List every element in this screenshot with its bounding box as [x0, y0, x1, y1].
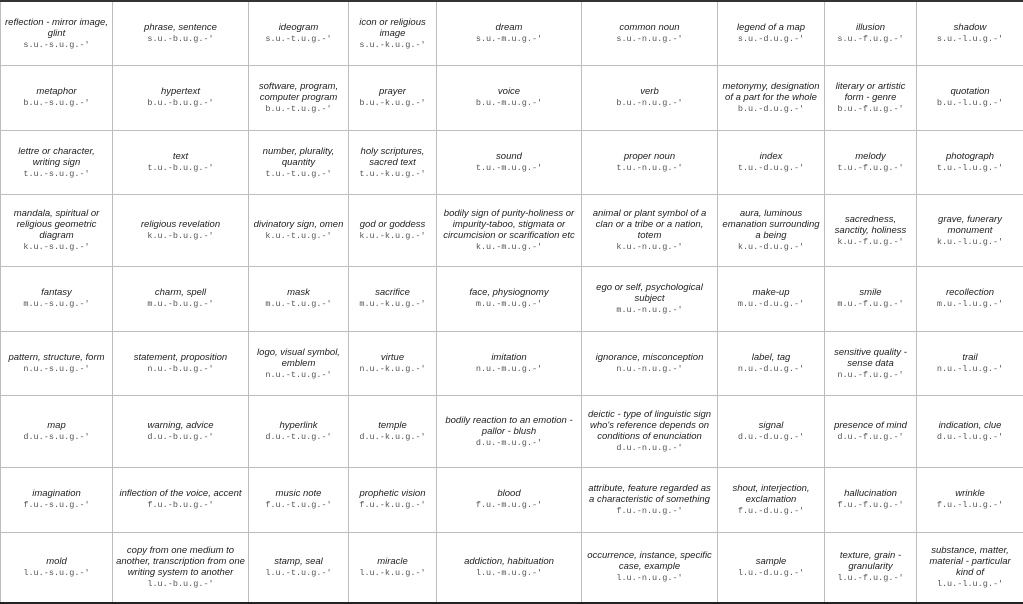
cell-term: quotation	[950, 86, 990, 98]
cell-code: b.u.-f.u.g.-'	[837, 103, 904, 114]
table-cell	[1, 468, 113, 533]
cell-code: f.u.-b.u.g.-'	[147, 500, 214, 511]
cell-term: make-up	[752, 287, 790, 299]
cell-code: b.u.-t.u.g.-'	[265, 103, 332, 114]
cell-term: mask	[287, 287, 310, 299]
cell-term: legend of a map	[736, 22, 806, 34]
table-cell	[825, 468, 917, 533]
cell-term: prophetic vision	[359, 488, 426, 500]
table-cell	[437, 130, 582, 195]
table-cell	[917, 331, 1023, 396]
table-cell	[917, 130, 1023, 195]
table-cell	[718, 532, 825, 603]
sign-table-body	[1, 1, 1023, 603]
table-cell	[1, 532, 113, 603]
table-cell	[437, 396, 582, 468]
table-cell	[825, 331, 917, 396]
table-row	[1, 267, 1023, 332]
cell-code: b.u.-l.u.g.-'	[936, 98, 1004, 109]
cell-code: k.u.-k.u.g.-'	[359, 231, 426, 242]
cell-code: t.u.-k.u.g.-'	[359, 168, 426, 179]
table-cell	[718, 66, 825, 131]
cell-term: pattern, structure, form	[8, 352, 105, 364]
cell-code: f.u.-t.u.g.-'	[265, 500, 332, 511]
cell-term: miracle	[377, 555, 408, 567]
cell-code: n.u.-s.u.g.-'	[23, 364, 90, 375]
cell-code: f.u.-m.u.g.-'	[475, 500, 543, 511]
cell-term: illusion	[855, 22, 886, 34]
table-cell	[249, 331, 349, 396]
cell-code: k.u.-s.u.g.-'	[23, 242, 90, 253]
cell-term: common noun	[619, 22, 680, 34]
table-cell	[1, 396, 113, 468]
cell-term: smile	[859, 287, 882, 299]
table-cell	[113, 396, 249, 468]
cell-term: stamp, seal	[274, 555, 323, 567]
cell-code: s.u.-n.u.g.-'	[616, 34, 683, 45]
table-cell	[249, 468, 349, 533]
cell-term: metaphor	[36, 86, 77, 98]
cell-term: signal	[758, 420, 784, 432]
cell-term: warning, advice	[147, 420, 214, 432]
cell-code: m.u.-s.u.g.-'	[23, 299, 90, 310]
cell-term: number, plurality, quantity	[262, 145, 335, 168]
cell-term: copy from one medium to another, transcription from one writing system to another	[116, 544, 245, 578]
cell-term: verb	[640, 86, 659, 98]
cell-code: d.u.-m.u.g.-'	[475, 437, 543, 448]
cell-code: b.u.-k.u.g.-'	[359, 98, 426, 109]
cell-code: b.u.-m.u.g.-'	[475, 98, 543, 109]
table-row	[1, 130, 1023, 195]
cell-term: label, tag	[751, 352, 791, 364]
table-cell	[825, 130, 917, 195]
cell-code: t.u.-t.u.g.-'	[265, 168, 332, 179]
table-cell	[582, 195, 718, 267]
table-cell	[718, 267, 825, 332]
cell-code: l.u.-m.u.g.-'	[475, 567, 543, 578]
table-cell	[917, 267, 1023, 332]
cell-code: k.u.-l.u.g.-'	[936, 236, 1004, 247]
cell-term: mold	[46, 555, 67, 567]
table-cell	[582, 468, 718, 533]
table-cell	[349, 396, 437, 468]
cell-term: occurrence, instance, specific case, example	[587, 550, 712, 573]
table-cell	[249, 130, 349, 195]
cell-code: k.u.-t.u.g.-'	[265, 231, 332, 242]
cell-code: f.u.-l.u.g.-'	[936, 500, 1004, 511]
table-cell	[349, 267, 437, 332]
cell-term: texture, grain - granularity	[839, 550, 902, 573]
cell-term: imagination	[32, 488, 81, 500]
cell-code: s.u.-f.u.g.-'	[837, 34, 904, 45]
table-cell	[825, 1, 917, 66]
table-row	[1, 331, 1023, 396]
table-cell	[718, 1, 825, 66]
cell-term: statement, proposition	[133, 352, 228, 364]
cell-term: fantasy	[41, 287, 72, 299]
cell-code: l.u.-k.u.g.-'	[359, 567, 426, 578]
cell-term: deictic - type of linguistic sign who's reference depends on conditions of enunciation	[587, 409, 712, 443]
cell-code: n.u.-f.u.g.-'	[837, 369, 904, 380]
cell-term: substance, matter, material - particular kind of	[929, 544, 1011, 578]
cell-term: shadow	[953, 22, 987, 34]
table-cell	[917, 195, 1023, 267]
cell-term: literary or artistic form - genre	[835, 80, 906, 103]
table-cell	[582, 1, 718, 66]
table-cell	[825, 396, 917, 468]
cell-code: f.u.-f.u.g.-'	[837, 500, 904, 511]
cell-code: l.u.-b.u.g.-'	[147, 578, 214, 589]
cell-code: m.u.-l.u.g.-'	[936, 299, 1004, 310]
cell-term: attribute, feature regarded as a characteristic of something	[588, 482, 711, 505]
cell-term: addiction, habituation	[464, 555, 554, 567]
table-cell	[349, 468, 437, 533]
cell-code: s.u.-l.u.g.-'	[936, 34, 1004, 45]
table-cell	[582, 267, 718, 332]
cell-term: virtue	[380, 352, 405, 364]
cell-code: d.u.-s.u.g.-'	[23, 432, 90, 443]
cell-term: blood	[497, 488, 521, 500]
cell-term: index	[759, 151, 783, 163]
cell-code: k.u.-m.u.g.-'	[475, 242, 543, 253]
cell-code: n.u.-n.u.g.-'	[616, 364, 683, 375]
cell-code: l.u.-t.u.g.-'	[265, 567, 332, 578]
table-cell	[582, 66, 718, 131]
table-cell	[718, 396, 825, 468]
cell-code: d.u.-l.u.g.-'	[936, 432, 1004, 443]
cell-term: music note	[275, 488, 322, 500]
cell-term: mandala, spiritual or religious geometric diagram	[13, 208, 100, 242]
cell-code: f.u.-d.u.g.-'	[737, 505, 805, 516]
table-cell	[582, 130, 718, 195]
cell-term: hyperlink	[279, 420, 318, 432]
table-cell	[1, 331, 113, 396]
cell-term: inflection of the voice, accent	[119, 488, 242, 500]
cell-term: ignorance, misconception	[595, 352, 704, 364]
cell-code: n.u.-k.u.g.-'	[359, 364, 426, 375]
cell-term: ideogram	[278, 22, 319, 34]
cell-term: religious revelation	[140, 219, 221, 231]
table-cell	[249, 66, 349, 131]
table-cell	[113, 130, 249, 195]
table-cell	[249, 267, 349, 332]
table-cell	[437, 532, 582, 603]
table-cell	[718, 468, 825, 533]
cell-term: trail	[962, 352, 978, 364]
table-cell	[718, 195, 825, 267]
cell-term: ego or self, psychological subject	[596, 281, 703, 304]
cell-code: m.u.-f.u.g.-'	[837, 299, 904, 310]
cell-code: t.u.-l.u.g.-'	[936, 163, 1004, 174]
cell-code: t.u.-b.u.g.-'	[147, 163, 214, 174]
table-cell	[249, 396, 349, 468]
cell-term: presence of mind	[834, 420, 907, 432]
cell-code: b.u.-b.u.g.-'	[147, 98, 214, 109]
table-cell	[1, 1, 113, 66]
table-row	[1, 396, 1023, 468]
cell-code: f.u.-k.u.g.-'	[359, 500, 426, 511]
cell-term: map	[47, 420, 66, 432]
cell-code: d.u.-n.u.g.-'	[616, 443, 683, 454]
table-cell	[249, 1, 349, 66]
cell-code: k.u.-f.u.g.-'	[837, 236, 904, 247]
cell-term: face, physiognomy	[469, 287, 549, 299]
cell-code: s.u.-t.u.g.-'	[265, 34, 332, 45]
cell-code: m.u.-d.u.g.-'	[737, 299, 805, 310]
cell-code: k.u.-d.u.g.-'	[737, 242, 805, 253]
table-cell	[437, 267, 582, 332]
table-cell	[349, 532, 437, 603]
table-cell	[349, 130, 437, 195]
cell-code: l.u.-n.u.g.-'	[616, 573, 683, 584]
table-cell	[437, 468, 582, 533]
cell-code: d.u.-d.u.g.-'	[737, 432, 805, 443]
cell-code: t.u.-f.u.g.-'	[837, 163, 904, 174]
table-cell	[349, 1, 437, 66]
table-cell	[825, 532, 917, 603]
table-cell	[917, 396, 1023, 468]
cell-code: l.u.-f.u.g.-'	[837, 573, 904, 584]
cell-code: b.u.-n.u.g.-'	[616, 98, 683, 109]
cell-code: s.u.-s.u.g.-'	[23, 39, 90, 50]
cell-code: m.u.-b.u.g.-'	[147, 299, 214, 310]
cell-term: bodily sign of purity-holiness or impurity-taboo, stigmata or circumcision or scarification etc	[443, 208, 575, 242]
table-cell	[113, 1, 249, 66]
cell-code: t.u.-d.u.g.-'	[737, 163, 805, 174]
cell-term: hallucination	[844, 488, 897, 500]
cell-term: prayer	[379, 86, 406, 98]
cell-term: melody	[855, 151, 886, 163]
table-cell	[1, 195, 113, 267]
cell-code: k.u.-n.u.g.-'	[616, 242, 683, 253]
table-cell	[437, 195, 582, 267]
cell-code: m.u.-t.u.g.-'	[265, 299, 332, 310]
table-cell	[437, 66, 582, 131]
cell-term: sound	[496, 151, 522, 163]
cell-code: d.u.-t.u.g.-'	[265, 432, 332, 443]
cell-term: imitation	[491, 352, 527, 364]
cell-term: indication, clue	[938, 420, 1002, 432]
table-cell	[113, 468, 249, 533]
cell-code: f.u.-s.u.g.-'	[23, 500, 90, 511]
table-cell	[1, 66, 113, 131]
table-row	[1, 195, 1023, 267]
cell-term: proper noun	[623, 151, 676, 163]
cell-code: t.u.-s.u.g.-'	[23, 168, 90, 179]
cell-term: phrase, sentence	[144, 22, 217, 34]
cell-term: god or goddess	[359, 219, 426, 231]
cell-term: holy scriptures, sacred text	[360, 145, 425, 168]
cell-term: sensitive quality - sense data	[834, 346, 907, 369]
table-row	[1, 468, 1023, 533]
table-cell	[437, 1, 582, 66]
cell-code: s.u.-k.u.g.-'	[359, 39, 426, 50]
cell-code: n.u.-t.u.g.-'	[265, 369, 332, 380]
cell-term: animal or plant symbol of a clan or a tribe or a nation, totem	[592, 208, 707, 242]
cell-code: f.u.-n.u.g.-'	[616, 505, 683, 516]
cell-term: software, program, computer program	[258, 80, 339, 103]
table-cell	[582, 532, 718, 603]
cell-term: charm, spell	[154, 287, 207, 299]
table-cell	[113, 195, 249, 267]
cell-code: s.u.-d.u.g.-'	[737, 34, 805, 45]
cell-term: reflection - mirror image, glint	[5, 16, 108, 39]
cell-code: t.u.-m.u.g.-'	[475, 163, 543, 174]
cell-term: recollection	[945, 287, 995, 299]
cell-term: text	[172, 151, 189, 163]
table-cell	[113, 267, 249, 332]
cell-code: d.u.-b.u.g.-'	[147, 432, 214, 443]
table-cell	[582, 331, 718, 396]
cell-code: n.u.-l.u.g.-'	[936, 364, 1004, 375]
cell-term: sacrifice	[375, 287, 410, 299]
cell-code: t.u.-n.u.g.-'	[616, 163, 683, 174]
cell-code: n.u.-m.u.g.-'	[475, 364, 543, 375]
table-cell	[249, 532, 349, 603]
table-cell	[825, 195, 917, 267]
cell-term: voice	[497, 86, 521, 98]
table-row	[1, 1, 1023, 66]
table-cell	[113, 532, 249, 603]
table-cell	[718, 130, 825, 195]
cell-term: shout, interjection, exclamation	[732, 482, 810, 505]
cell-code: b.u.-d.u.g.-'	[737, 103, 805, 114]
cell-code: l.u.-s.u.g.-'	[23, 567, 90, 578]
table-row	[1, 66, 1023, 131]
cell-term: logo, visual symbol, emblem	[257, 346, 340, 369]
table-cell	[825, 66, 917, 131]
table-cell	[917, 532, 1023, 603]
cell-code: m.u.-k.u.g.-'	[359, 299, 426, 310]
cell-code: m.u.-n.u.g.-'	[616, 304, 683, 315]
cell-term: bodily reaction to an emotion - pallor - blush	[445, 414, 573, 437]
cell-term: icon or religious image	[359, 16, 426, 39]
cell-term: photograph	[945, 151, 995, 163]
cell-term: sacredness, sanctity, holiness	[834, 213, 907, 236]
table-cell	[825, 267, 917, 332]
cell-code: b.u.-s.u.g.-'	[23, 98, 90, 109]
table-cell	[718, 331, 825, 396]
table-cell	[582, 396, 718, 468]
cell-term: hypertext	[160, 86, 201, 98]
cell-term: dream	[495, 22, 523, 34]
cell-term: wrinkle	[955, 488, 985, 500]
cell-code: m.u.-m.u.g.-'	[475, 299, 543, 310]
table-cell	[1, 130, 113, 195]
table-row	[1, 532, 1023, 603]
cell-code: n.u.-b.u.g.-'	[147, 364, 214, 375]
cell-term: metonymy, designation of a part for the whole	[722, 80, 820, 103]
table-cell	[349, 66, 437, 131]
table-cell	[917, 66, 1023, 131]
table-cell	[349, 331, 437, 396]
cell-term: lettre or character, writing sign	[18, 145, 95, 168]
cell-term: temple	[378, 420, 407, 432]
table-cell	[437, 331, 582, 396]
cell-term: grave, funerary monument	[938, 213, 1002, 236]
cell-code: d.u.-f.u.g.-'	[837, 432, 904, 443]
table-cell	[917, 1, 1023, 66]
table-cell	[249, 195, 349, 267]
cell-code: k.u.-b.u.g.-'	[147, 231, 214, 242]
cell-term: divinatory sign, omen	[253, 219, 344, 231]
cell-code: s.u.-m.u.g.-'	[475, 34, 543, 45]
table-cell	[917, 468, 1023, 533]
cell-term: sample	[755, 555, 787, 567]
cell-code: n.u.-d.u.g.-'	[737, 364, 805, 375]
table-cell	[349, 195, 437, 267]
cell-term: aura, luminous emanation surrounding a being	[722, 208, 820, 242]
cell-code: d.u.-k.u.g.-'	[359, 432, 426, 443]
table-cell	[113, 66, 249, 131]
table-cell	[113, 331, 249, 396]
cell-code: l.u.-d.u.g.-'	[737, 567, 805, 578]
cell-code: s.u.-b.u.g.-'	[147, 34, 214, 45]
table-cell	[1, 267, 113, 332]
cell-code: l.u.-l.u.g.-'	[936, 578, 1004, 589]
